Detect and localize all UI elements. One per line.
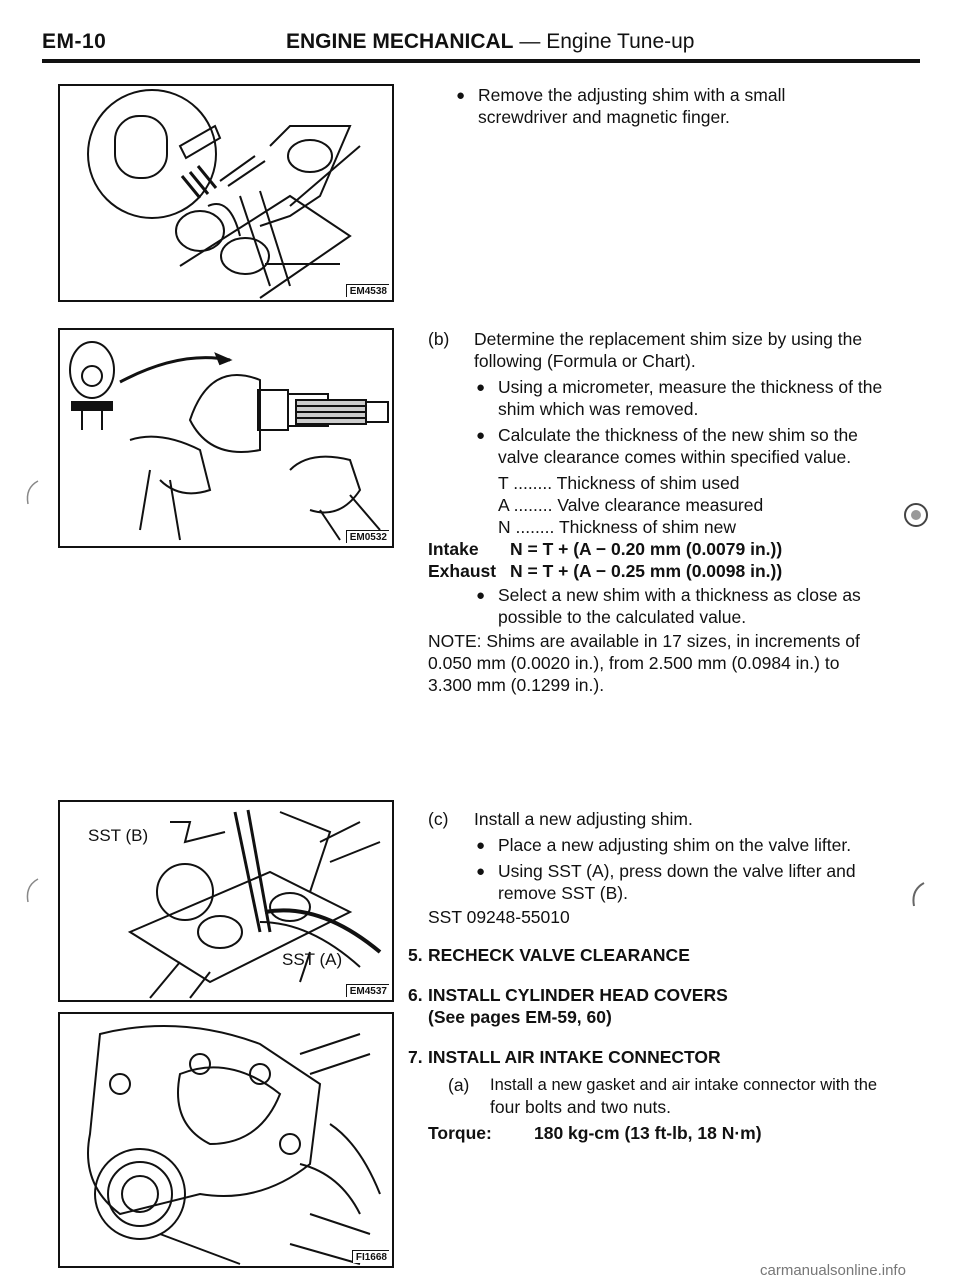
- figure-sst-valve-lifter: [58, 800, 394, 1002]
- micrometer-illustration: [60, 330, 392, 546]
- select-line-1: ● Select a new shim with a thickness as close as: [498, 584, 861, 607]
- step-c-marker: (c): [428, 809, 449, 829]
- section-title: [286, 30, 694, 54]
- select-line-2: possible to the calculated value.: [498, 607, 747, 627]
- watermark: carmanualsonline.info: [760, 1262, 906, 1279]
- intake-label: Intake: [428, 539, 479, 559]
- torque-value: 180 kg-cm (13 ft-lb, 18 N·m): [534, 1123, 762, 1143]
- header-rule: [42, 59, 920, 63]
- step-7-title: INSTALL AIR INTAKE CONNECTOR: [428, 1047, 721, 1067]
- step-b-line-2: following (Formula or Chart).: [474, 351, 696, 371]
- step-5-title: RECHECK VALVE CLEARANCE: [428, 945, 690, 965]
- step-b-line-1: Determine the replacement shim size by using the: [474, 329, 863, 349]
- calculate-line-2: valve clearance comes within specified value.: [498, 447, 852, 467]
- sst-b-label: SST (B): [88, 826, 149, 845]
- step-6-reference: (See pages EM-59, 60): [428, 1007, 612, 1027]
- figure-code: EM4537: [346, 984, 389, 997]
- torque-label: Torque:: [428, 1123, 492, 1143]
- binder-mark-left-lower: [22, 876, 44, 906]
- figure-code: EM4538: [346, 284, 389, 297]
- note-line-3: 3.300 mm (0.1299 in.).: [428, 675, 605, 695]
- place-shim-line: ● Place a new adjusting shim on the valve lifter.: [498, 834, 851, 857]
- figure-shim-removal: [58, 84, 394, 302]
- exhaust-formula: N = T + (A − 0.25 mm (0.0098 in.)): [510, 561, 783, 581]
- definition-a: A ........ Valve clearance measured: [498, 495, 764, 515]
- micrometer-line-2: shim which was removed.: [498, 399, 699, 419]
- definition-n: N ........ Thickness of shim new: [498, 517, 736, 537]
- using-sst-line-2: remove SST (B).: [498, 883, 628, 903]
- figure-micrometer: [58, 328, 394, 548]
- micrometer-line-1: ● Using a micrometer, measure the thickness of the: [498, 376, 882, 399]
- page-header: [42, 30, 920, 64]
- step-b-marker: (b): [428, 329, 450, 349]
- calculate-line-1: ● Calculate the thickness of the new shim so the: [498, 424, 858, 447]
- binder-mark-left: [22, 478, 44, 508]
- remove-shim-line-2: screwdriver and magnetic finger.: [478, 107, 730, 127]
- remove-shim-line-1: ● Remove the adjusting shim with a small: [478, 84, 785, 107]
- step-a-line-1: Install a new gasket and air intake connector with the: [490, 1076, 878, 1094]
- sst-a-label: SST (A): [282, 950, 343, 969]
- section-name: ENGINE MECHANICAL: [286, 30, 514, 53]
- binder-mark-right: [908, 880, 930, 910]
- using-sst-line-1: ● Using SST (A), press down the valve lifter and: [498, 860, 856, 883]
- step-6-title: INSTALL CYLINDER HEAD COVERS: [428, 985, 728, 1005]
- figure-code: EM0532: [346, 530, 389, 543]
- note-line-2: 0.050 mm (0.0020 in.), from 2.500 mm (0.0984 in.) to: [428, 653, 840, 673]
- page-id: EM-10: [42, 30, 107, 53]
- figure-code: FI1668: [352, 1250, 389, 1263]
- subsection-name: — Engine Tune-up: [519, 30, 695, 53]
- step-5-number: 5.: [408, 945, 423, 965]
- step-7-number: 7.: [408, 1047, 423, 1067]
- shim-removal-illustration: [60, 86, 392, 300]
- note-line-1: NOTE: Shims are available in 17 sizes, in increments of: [428, 631, 860, 651]
- step-a-marker: (a): [448, 1075, 470, 1095]
- step-a-line-2: four bolts and two nuts.: [490, 1097, 671, 1117]
- step-6-number: 6.: [408, 985, 423, 1005]
- hole-punch-mark: [902, 500, 930, 530]
- step-c-text: Install a new adjusting shim.: [474, 809, 693, 829]
- sst-number: SST 09248-55010: [428, 907, 570, 927]
- intake-formula: N = T + (A − 0.20 mm (0.0079 in.)): [510, 539, 783, 559]
- figure-air-intake-connector: [58, 1012, 394, 1268]
- definition-t: T ........ Thickness of shim used: [498, 473, 740, 493]
- exhaust-label: Exhaust: [428, 561, 497, 581]
- air-intake-connector-illustration: [60, 1014, 392, 1266]
